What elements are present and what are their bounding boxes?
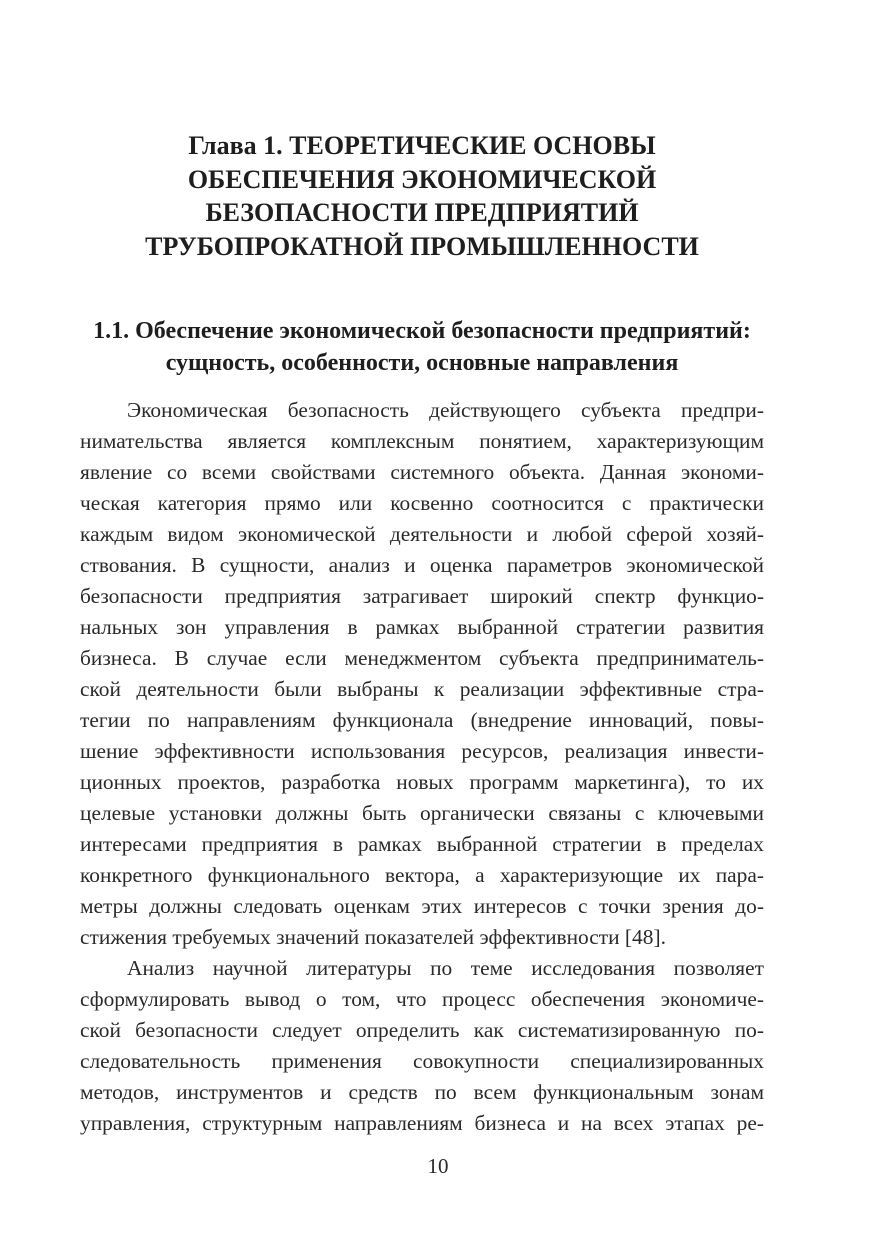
- text-line: интересами предприятия в рамках выбранной стратегии в пределах: [80, 832, 764, 856]
- text-line: ционных проектов, разработка новых программ маркетинга), то их: [80, 770, 764, 794]
- text-line: нимательства является комплексным понятием, характеризующим: [80, 429, 764, 453]
- section-title-line: 1.1. Обеспечение экономической безопасности предприятий:: [93, 318, 751, 344]
- section-title: [60, 315, 784, 379]
- text-line: ской деятельности были выбраны к реализации эффективные стра-: [80, 677, 764, 701]
- text-line: следовательность применения совокупности специализированных: [80, 1049, 764, 1073]
- text-line: Анализ научной литературы по теме исследования позволяет: [127, 956, 764, 980]
- page-number: 10: [427, 1154, 449, 1178]
- text-line: ствования. В сущности, анализ и оценка параметров экономической: [80, 553, 764, 577]
- chapter-title-line: БЕЗОПАСНОСТИ ПРЕДПРИЯТИЙ: [205, 198, 639, 227]
- paragraph-2: [80, 953, 764, 1139]
- chapter-title-line: ТРУБОПРОКАТНОЙ ПРОМЫШЛЕННОСТИ: [145, 231, 699, 261]
- text-line: шение эффективности использования ресурсов, реализация инвести-: [80, 739, 764, 763]
- paragraph-1: [80, 395, 764, 953]
- text-line: ческая категория прямо или косвенно соотносится с практически: [80, 491, 764, 515]
- section-title-line: сущность, особенности, основные направления: [165, 350, 679, 376]
- text-line: управления, структурным направлениям бизнеса и на всех этапах ре-: [80, 1111, 764, 1135]
- chapter-title-line: Глава 1. ТЕОРЕТИЧЕСКИЕ ОСНОВЫ: [188, 131, 656, 160]
- text-line: сформулировать вывод о том, что процесс обеспечения экономиче-: [80, 987, 764, 1011]
- text-line: бизнеса. В случае если менеджментом субъекта предприниматель-: [80, 646, 764, 670]
- chapter-title-line: ОБЕСПЕЧЕНИЯ ЭКОНОМИЧЕСКОЙ: [187, 164, 657, 194]
- chapter-title: [80, 129, 764, 263]
- text-line: методов, инструментов и средств по всем функциональным зонам: [80, 1080, 764, 1104]
- text-line: явление со всеми свойствами системного объекта. Данная экономи-: [80, 460, 764, 484]
- text-line: тегии по направлениям функционала (внедрение инноваций, повы-: [80, 708, 764, 732]
- text-line: ской безопасности следует определить как систематизированную по-: [80, 1018, 764, 1042]
- text-line: безопасности предприятия затрагивает широкий спектр функцио-: [80, 584, 764, 608]
- text-line: стижения требуемых значений показателей эффективности [48].: [80, 925, 666, 949]
- body-text: [80, 395, 764, 1139]
- text-line: Экономическая безопасность действующего субъекта предпри-: [127, 398, 764, 422]
- text-line: целевые установки должны быть органически связаны с ключевыми: [80, 801, 764, 825]
- text-line: каждым видом экономической деятельности и любой сферой хозяй-: [80, 522, 764, 546]
- text-line: метры должны следовать оценкам этих интересов с точки зрения до-: [80, 894, 764, 918]
- text-line: нальных зон управления в рамках выбранной стратегии развития: [80, 615, 764, 639]
- text-line: конкретного функционального вектора, а характеризующие их пара-: [80, 863, 764, 887]
